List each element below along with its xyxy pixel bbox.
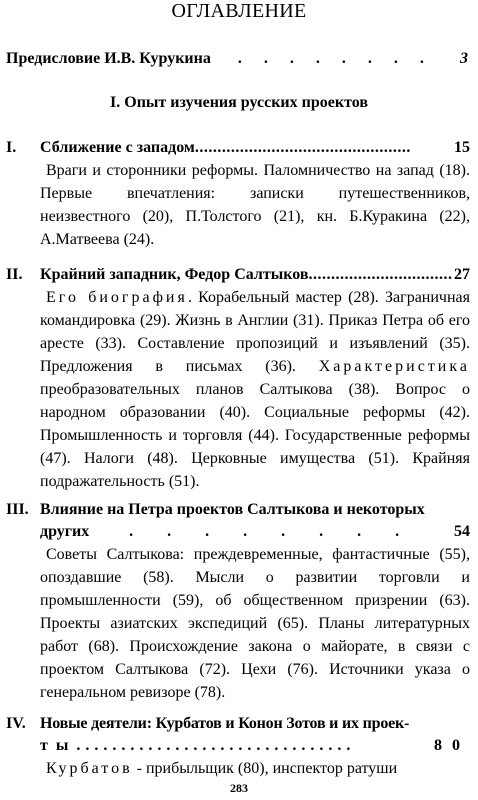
spaced-text: Его биография [46,289,188,306]
section-title-cont: ты [40,737,77,754]
section-number: III. [6,501,29,518]
section-summary: Советы Салтыкова: преждевременные, фантастичные (55), опоздавшие (58). Мысли о развитии торговли и промышленности (59), об общественном призрении (63). Проекты азиатских экспедиций (65). Планы литературных работ (68). Происхождение закона о майорате, в связи с проектом Салтыкова (72). Цехи (76). Источники указа о генеральном ревизоре (78). [40,546,470,701]
section-title: Новые деятели: Курбатов и Конон Зотов и их проек- [40,715,410,732]
section-number: II. [6,266,23,283]
section-summary [40,757,470,780]
section-title: Влияние на Петра проектов Салтыкова и некоторых [40,501,425,518]
section-summary [40,286,470,493]
summary-text: . Корабельный мастер (28). Заграничная командировка (29). Жизнь в Англии (31). Приказ Петра об его аресте (33). Составление пропозиций и изъявлений (35). Предложения в письмах (36). [40,289,471,375]
section-page: 54 [454,523,470,540]
section-heading [6,713,470,757]
toc-heading: ОГЛАВЛЕНИЕ [171,0,307,22]
section-page: 15 [454,139,470,156]
section-heading [6,499,470,543]
section-page: 27 [454,266,470,283]
spaced-text: Характеристика [318,358,470,375]
section-title-cont: других [40,523,90,540]
section-dots: ................................ [308,266,453,283]
section-dots: ................................................ [194,139,411,156]
section-summary: Враги и сторонники реформы. Паломничество на запад (18). Первые впечатления: записки путешественников, неизвестного (20), П.Толстого (21), кн. Б.Куракина (22), А.Матвеева (24). [40,162,470,248]
section-number: IV. [6,715,26,732]
toc-section-3 [6,499,470,704]
section-title: Крайний западник, Федор Салтыков [40,266,309,283]
spaced-text: Курбатов [46,760,133,777]
section-title: Сближение с западом [40,139,195,156]
preface-dots: . . . . . . . . [237,50,433,67]
page-number: 283 [230,781,248,795]
toc-section-4 [6,713,470,780]
preface-title: Предисловие И.В. Курукина [6,50,211,67]
toc-section-1 [6,137,470,251]
part-title: I. Опыт изучения русских проектов [110,94,368,111]
summary-text: - прибыльщик (80), инспектор ратуши [132,760,398,777]
section-heading [6,137,470,159]
section-heading [6,264,470,286]
summary-text: преобразовательных планов Салтыкова (38). Вопрос о народном образовании (40). Социальные реформы (42). Промышленность и торговля (44). Государственные реформы (47). Налоги (48). Церковные имущества (51). Крайняя подражательность (51). [40,381,470,490]
preface-page: 3 [460,50,468,67]
section-dots: . . . . . . . . [129,523,415,540]
section-number: I. [6,139,17,156]
section-page: 80 [434,737,470,754]
toc-entry-preface [6,48,468,70]
toc-section-2 [6,264,470,493]
section-dots: ............................... [76,737,356,754]
